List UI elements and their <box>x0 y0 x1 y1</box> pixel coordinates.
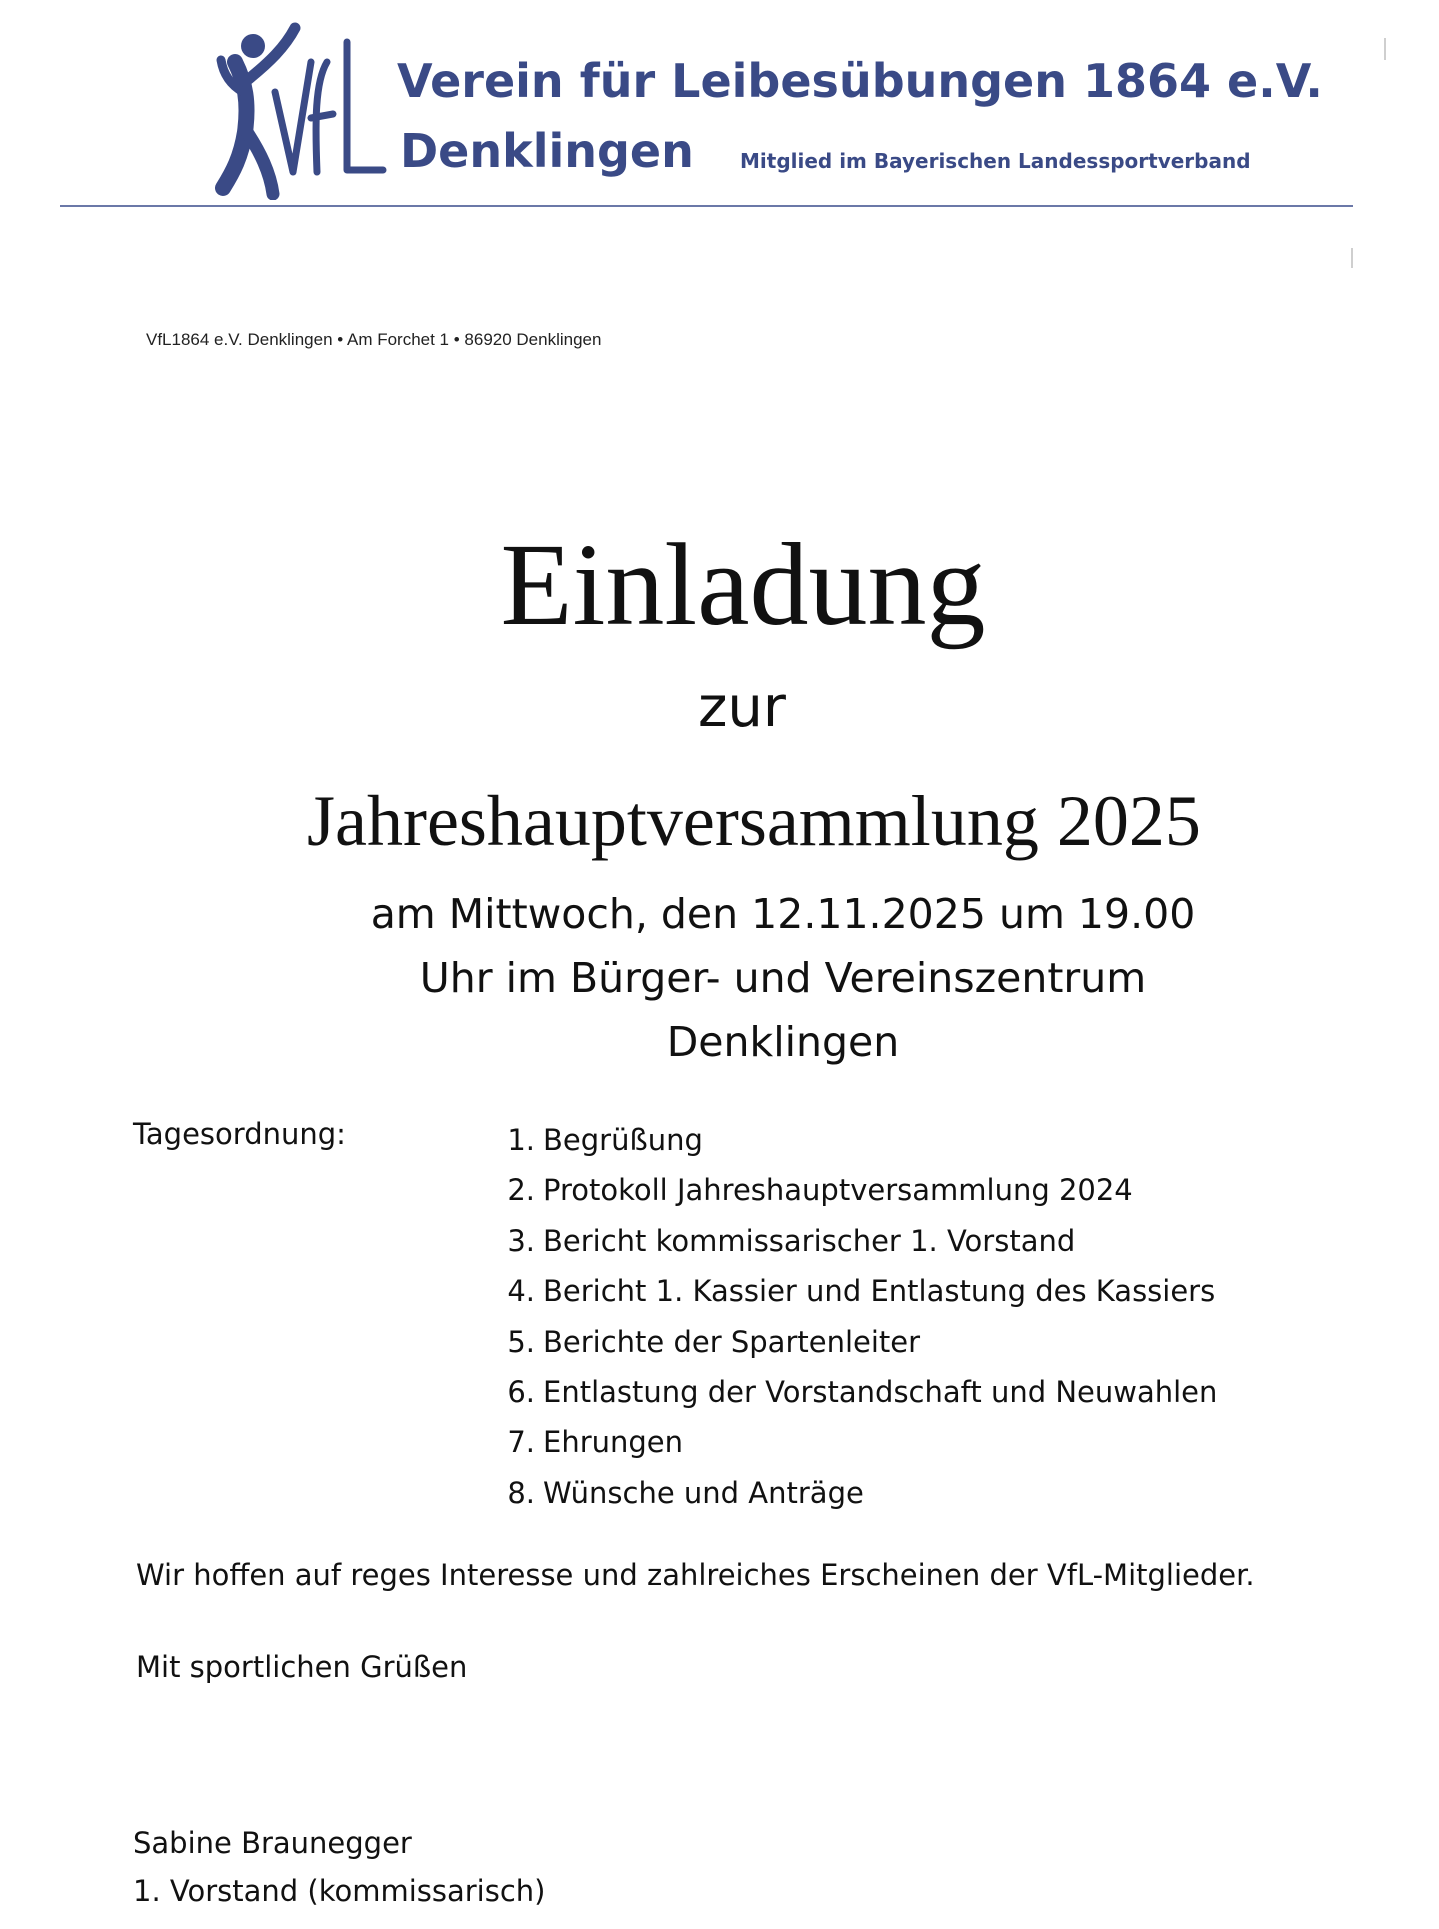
header-divider <box>60 205 1353 207</box>
agenda-item-text: Begrüßung <box>543 1123 703 1157</box>
agenda-item <box>497 1115 1217 1165</box>
event-title: Jahreshauptversammlung 2025 <box>307 781 1201 861</box>
agenda-item-number: 2. <box>507 1173 535 1208</box>
agenda-item <box>497 1216 1217 1266</box>
closing-text: Wir hoffen auf reges Interesse und zahlreiches Erscheinen der VfL-Mitglieder. <box>136 1558 1255 1592</box>
agenda-item-number: 8. <box>507 1475 535 1510</box>
agenda-item-number: 4. <box>507 1274 535 1309</box>
club-name: Verein für Leibesübungen 1864 e.V. <box>397 54 1323 108</box>
event-details-line: Denklingen <box>666 1018 900 1066</box>
agenda-list <box>497 1115 1217 1518</box>
agenda-item-text: Bericht kommissarischer 1. Vorstand <box>543 1223 1076 1258</box>
agenda-item-number: 7. <box>507 1425 535 1460</box>
vfl-club-logo <box>215 22 390 200</box>
club-city: Denklingen <box>400 124 694 178</box>
agenda-item-number: 3. <box>507 1223 535 1258</box>
agenda-item <box>497 1165 1217 1215</box>
agenda-item <box>497 1468 1217 1518</box>
event-details <box>360 882 1206 1074</box>
agenda-item <box>497 1266 1217 1316</box>
agenda-item-number: 6. <box>507 1375 535 1410</box>
agenda-item-text: Protokoll Jahreshauptversammlung 2024 <box>543 1173 1133 1208</box>
agenda-item <box>497 1367 1217 1417</box>
signer-role: 1. Vorstand (kommissarisch) <box>133 1874 546 1908</box>
scan-mark <box>1351 248 1353 268</box>
event-details-line: Uhr im Bürger- und Vereinszentrum <box>419 954 1147 1002</box>
scan-mark <box>1384 38 1386 60</box>
agenda-item-text: Wünsche und Anträge <box>543 1475 864 1510</box>
agenda-label: Tagesordnung: <box>133 1117 346 1151</box>
agenda-item-text: Entlastung der Vorstandschaft und Neuwahlen <box>543 1375 1218 1410</box>
membership-note: Mitglied im Bayerischen Landessportverband <box>740 149 1251 173</box>
page-title: Einladung <box>500 519 986 650</box>
agenda-item <box>497 1317 1217 1367</box>
agenda-item-text: Berichte der Spartenleiter <box>543 1324 921 1359</box>
event-details-line: am Mittwoch, den 12.11.2025 um 19.00 <box>370 890 1196 938</box>
title-connector: zur <box>698 675 786 740</box>
agenda-item-number: 1. <box>507 1123 535 1157</box>
agenda-item-text: Bericht 1. Kassier und Entlastung des Kassiers <box>543 1274 1216 1309</box>
agenda-item <box>497 1417 1217 1467</box>
agenda-item-text: Ehrungen <box>543 1425 684 1460</box>
agenda-item-number: 5. <box>507 1324 535 1359</box>
sender-address: VfL1864 e.V. Denklingen • Am Forchet 1 • 86920 Denklingen <box>146 330 602 349</box>
greeting: Mit sportlichen Grüßen <box>136 1650 468 1684</box>
letterhead <box>0 0 1439 210</box>
signer-name: Sabine Braunegger <box>133 1826 412 1860</box>
